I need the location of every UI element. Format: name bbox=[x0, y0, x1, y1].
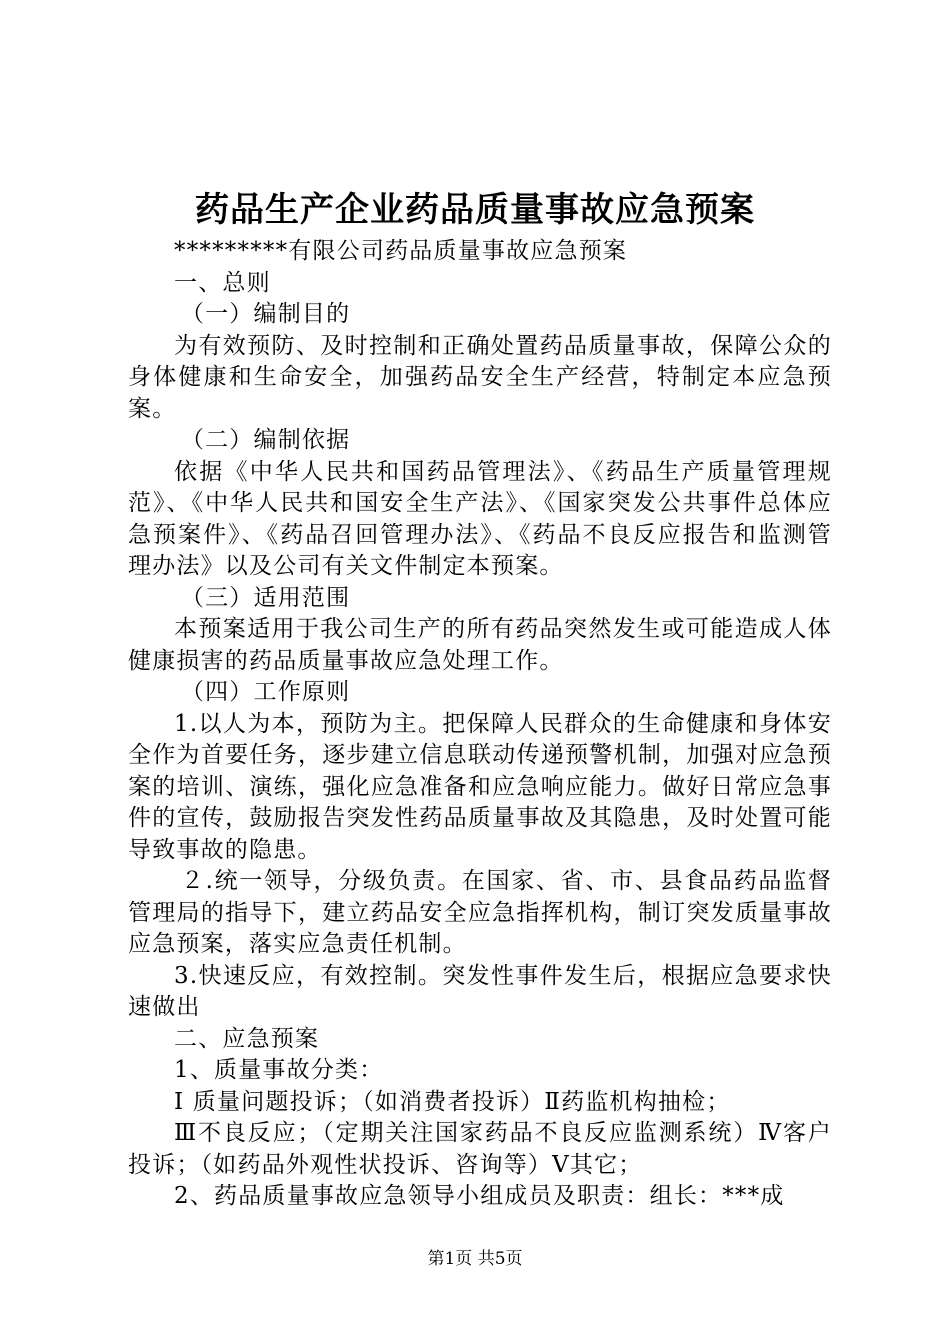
paragraph-principle-3: 3.快速反应，有效控制。突发性事件发生后，根据应急要求快速做出 bbox=[128, 962, 832, 1020]
paragraph-leadership-group: 2、药品质量事故应急领导小组成员及职责：组长：***成 bbox=[174, 1183, 785, 1209]
paragraph-classification-2: Ⅲ不良反应；（定期关注国家药品不良反应监测系统）Ⅳ客户投诉；（如药品外观性状投诉、咨询等）Ⅴ其它； bbox=[128, 1120, 832, 1178]
subsection-heading-scope: （三）适用范围 bbox=[180, 584, 351, 611]
document-title: 药品生产企业药品质量事故应急预案 bbox=[195, 190, 755, 230]
paragraph-classification-heading: 1、质量事故分类： bbox=[174, 1057, 384, 1083]
subsection-heading-basis: （二）编制依据 bbox=[180, 427, 351, 453]
subsection-heading-purpose: （一）编制目的 bbox=[180, 301, 351, 327]
paragraph-principle-2: ２.统一领导，分级负责。在国家、省、市、县食品药品监督管理局的指导下，建立药品安全应急指挥机构，制订突发质量事故应急预案，落实应急责任机制。 bbox=[128, 868, 832, 957]
paragraph-scope: 本预案适用于我公司生产的所有药品突然发生或可能造成人体健康损害的药品质量事故应急处理工作。 bbox=[128, 616, 832, 674]
paragraph-principle-1: 1.以人为本，预防为主。把保障人民群众的生命健康和身体安全作为首要任务，逐步建立信息联动传递预警机制，加强对应急预案的培训、演练，强化应急准备和应急响应能力。做好日常应急事件的宣传，鼓励报告突发性药品质量事故及其隐患，及时处置可能导致事故的隐患。 bbox=[128, 710, 832, 863]
paragraph-basis: 依据《中华人民共和国药品管理法》、《药品生产质量管理规范》、《中华人民共和国安全生产法》、《国家突发公共事件总体应急预案件》、《药品召回管理办法》、《药品不良反应报告和监测管理办法》以及公司有关文件制定本预案。 bbox=[128, 458, 832, 579]
section-heading-emergency-plan: 二、应急预案 bbox=[174, 1025, 320, 1052]
subsection-heading-principles: （四）工作原则 bbox=[180, 679, 351, 705]
document-body bbox=[128, 236, 832, 1213]
paragraph-company-heading: *********有限公司药品质量事故应急预案 bbox=[174, 238, 628, 264]
paragraph-purpose: 为有效预防、及时控制和正确处置药品质量事故，保障公众的身体健康和生命安全，加强药品安全生产经营，特制定本应急预案。 bbox=[128, 332, 832, 422]
page-number-footer: 第1页 共5页 bbox=[427, 1249, 523, 1269]
section-heading-general: 一、总则 bbox=[174, 269, 271, 296]
paragraph-classification-1: Ⅰ 质量问题投诉；（如消费者投诉）Ⅱ药监机构抽检； bbox=[174, 1088, 731, 1115]
